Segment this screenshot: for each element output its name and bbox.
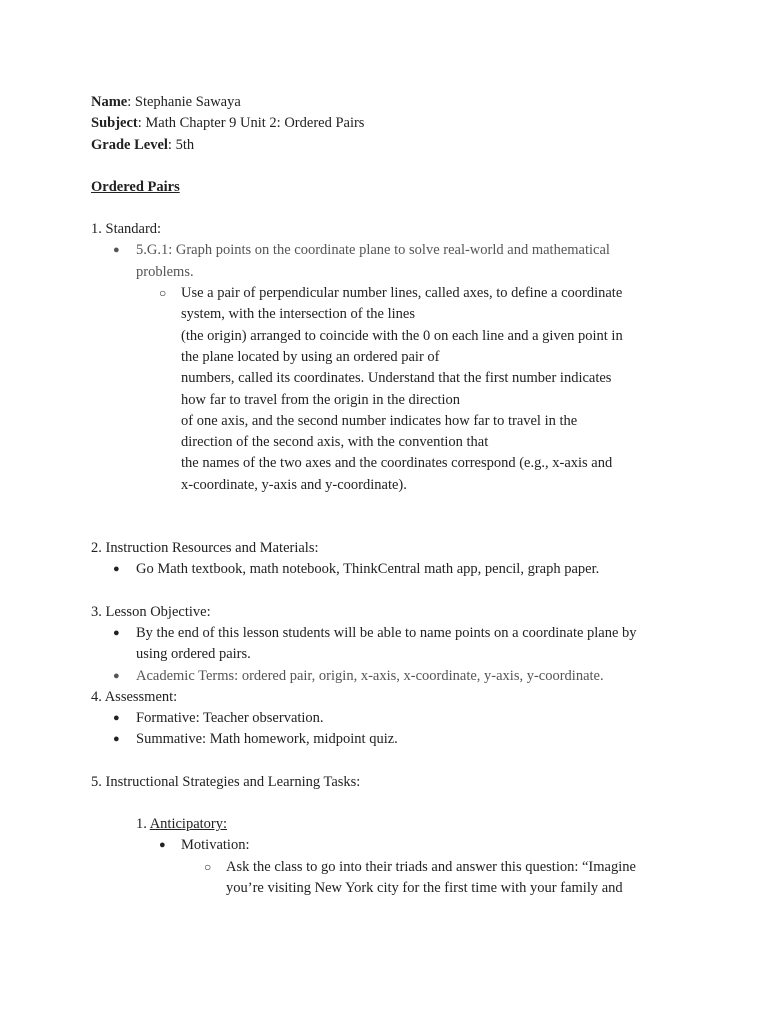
section-resources [91,538,671,581]
subject-label: Subject [91,115,138,132]
resources-text: Go Math textbook, math notebook, ThinkCentral math app, pencil, graph paper. [136,561,600,578]
standard-detail-line: system, with the intersection of the lines [181,306,415,323]
sub-section-heading: Anticipatory: [149,816,228,833]
name-value: : Stephanie Sawaya [127,94,241,110]
standard-detail-line: how far to travel from the origin in the direction [181,391,461,408]
bullet-marker: ● [113,712,120,725]
subject-row [91,113,671,134]
objective-text: By the end of this lesson students will be able to name points on a coordinate plane by using ordered pairs. [136,624,637,663]
bullet-marker: ● [113,244,120,257]
summative-text: Summative: Math homework, midpoint quiz. [136,731,398,748]
sub-bullet-marker: ○ [159,286,167,301]
bullet-marker: ● [113,733,120,746]
list-item [91,835,671,856]
list-item [91,708,671,729]
sub-section-number: 1. [136,816,150,833]
standard-text: 5.G.1: Graph points on the coordinate plane to solve real-world and mathematical problems. [136,242,610,280]
standard-detail-line: numbers, called its coordinates. Understand that the first number indicates [181,370,612,387]
grade-label: Grade Level [91,136,168,153]
bullet-marker: ● [113,669,120,682]
formative-text: Formative: Teacher observation. [136,710,324,727]
name-label: Name [91,94,128,110]
standard-detail-line: of one axis, and the second number indicates how far to travel in the [181,412,578,429]
standard-detail-line: Use a pair of perpendicular number lines, called axes, to define a coordinate [181,285,623,302]
academic-terms-text: Academic Terms: ordered pair, origin, x-axis, x-coordinate, y-axis, y-coordinate. [136,667,604,684]
section-standard [91,219,671,496]
section-heading: 5. Instructional Strategies and Learning Tasks: [91,773,361,790]
standard-detail-line: the plane located by using an ordered pair of [181,348,440,365]
standard-detail-line: (the origin) arranged to coincide with the 0 on each line and a given point in [181,327,623,344]
name-row [91,92,671,113]
sub-section-anticipatory [91,814,671,835]
motivation-label: Motivation: [181,837,250,854]
section-strategies [91,772,671,899]
section-assessment [91,687,671,751]
bullet-marker: ● [113,626,120,639]
document-title: Ordered Pairs [91,178,180,195]
section-heading: 3. Lesson Objective: [91,603,211,620]
header-info [91,92,671,156]
section-heading: 4. Assessment: [91,688,178,705]
section-heading: 2. Instruction Resources and Materials: [91,540,319,557]
subject-value: : Math Chapter 9 Unit 2: Ordered Pairs [137,115,365,132]
section-objective [91,602,671,687]
sub-list-item [91,857,671,900]
list-item [91,559,671,580]
list-item [91,623,671,666]
standard-detail-line: direction of the second axis, with the convention that [181,434,489,451]
question-line: you’re visiting New York city for the first time with your family and [226,879,623,896]
list-item [91,729,671,750]
list-item [91,666,671,687]
list-item [91,240,671,283]
standard-detail-line: the names of the two axes and the coordinates correspond (e.g., x-axis and [181,455,613,472]
lesson-plan-document [91,92,671,899]
sub-list-item [91,283,671,496]
grade-value: : 5th [167,136,195,153]
question-line: Ask the class to go into their triads and answer this question: “Imagine [226,858,636,875]
bullet-marker: ● [113,563,120,576]
standard-detail-line: x-coordinate, y-axis and y-coordinate). [181,476,407,493]
bullet-marker: ● [159,839,166,852]
spacer [91,496,671,517]
grade-row [91,135,671,156]
section-heading: 1. Standard: [91,221,162,238]
sub-bullet-marker: ○ [204,859,212,874]
